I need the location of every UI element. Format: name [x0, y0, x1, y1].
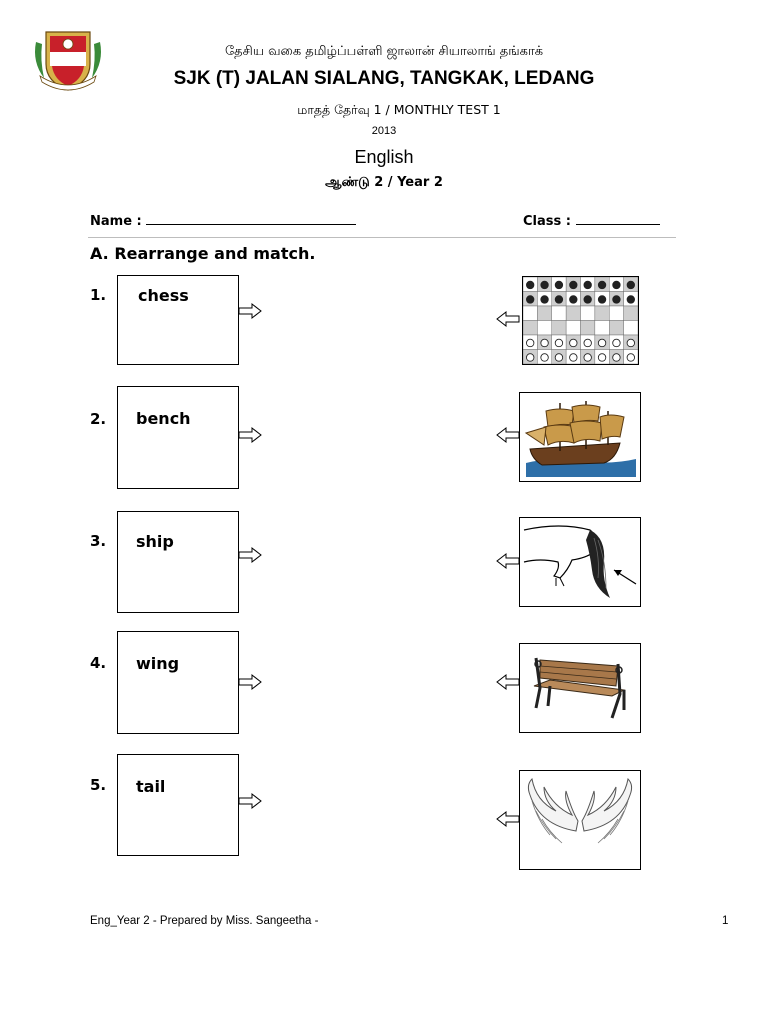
- tamil-school-name: தேசிய வகை தமிழ்ப்பள்ளி ஜாலான் சியாலாங் தங்காக்: [224, 44, 544, 59]
- item-word: wing: [136, 654, 180, 673]
- chessboard-picture: [522, 276, 639, 365]
- test-year: 2013: [371, 125, 397, 137]
- grade-label: ஆண்டு 2 / Year 2: [325, 175, 443, 190]
- item-word: bench: [136, 409, 191, 428]
- class-label: Class :: [523, 214, 571, 229]
- animal-tail-picture: [519, 517, 641, 607]
- right-arrow-icon: [238, 673, 262, 691]
- answer-box[interactable]: [117, 275, 239, 365]
- right-arrow-icon: [238, 792, 262, 810]
- page-number: 1: [722, 915, 729, 927]
- park-bench-picture: [519, 643, 641, 733]
- wings-picture: [519, 770, 641, 870]
- sailing-ship-picture: [519, 392, 641, 482]
- left-arrow-icon: [496, 673, 520, 691]
- name-label: Name :: [90, 214, 142, 229]
- right-arrow-icon: [238, 546, 262, 564]
- answer-box[interactable]: [117, 754, 239, 856]
- answer-box[interactable]: [117, 631, 239, 734]
- left-arrow-icon: [496, 426, 520, 444]
- name-field[interactable]: [90, 212, 356, 229]
- left-arrow-icon: [496, 552, 520, 570]
- section-title: A. Rearrange and match.: [90, 244, 316, 263]
- test-title: மாதத் தேர்வு 1 / MONTHLY TEST 1: [297, 102, 501, 117]
- divider: [88, 237, 676, 238]
- class-blank[interactable]: [576, 212, 660, 225]
- left-arrow-icon: [496, 810, 520, 828]
- item-number: 1.: [90, 286, 107, 304]
- item-number: 3.: [90, 532, 107, 550]
- item-word: chess: [138, 286, 189, 305]
- right-arrow-icon: [238, 302, 262, 320]
- name-blank[interactable]: [146, 212, 356, 225]
- footer-credit: Eng_Year 2 - Prepared by Miss. Sangeetha -: [90, 915, 319, 927]
- subject-title: English: [354, 147, 414, 167]
- right-arrow-icon: [238, 426, 262, 444]
- answer-box[interactable]: [117, 511, 239, 613]
- item-number: 4.: [90, 654, 107, 672]
- answer-box[interactable]: [117, 386, 239, 489]
- class-field[interactable]: [523, 212, 660, 229]
- item-number: 2.: [90, 410, 107, 428]
- item-word: tail: [136, 777, 166, 796]
- school-name: SJK (T) JALAN SIALANG, TANGKAK, LEDANG: [173, 68, 595, 89]
- left-arrow-icon: [496, 310, 520, 328]
- item-word: ship: [136, 532, 174, 551]
- item-number: 5.: [90, 776, 107, 794]
